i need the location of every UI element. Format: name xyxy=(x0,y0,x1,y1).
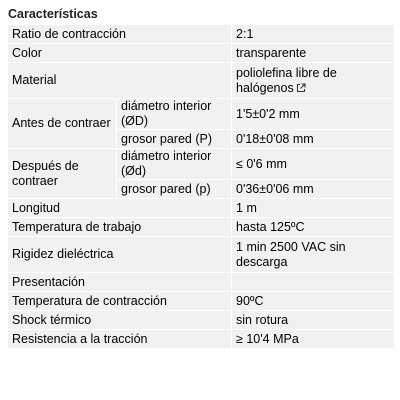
row-label-material: Material xyxy=(8,63,231,98)
row-label-rigidez: Rigidez dieléctrica xyxy=(8,237,231,272)
sub-value-antes-diametro: 1'5±0'2 mm xyxy=(232,99,394,129)
row-value-longitud: 1 m xyxy=(232,199,394,217)
section-title: Características xyxy=(8,7,98,21)
characteristics-table xyxy=(7,24,395,349)
row-label-longitud: Longitud xyxy=(8,199,231,217)
row-label-presentacion: Presentación xyxy=(8,273,231,291)
row-value-temp-contraccion: 90ºC xyxy=(232,292,394,310)
row-value-ratio: 2:1 xyxy=(232,25,394,43)
table-row xyxy=(8,330,394,348)
row-value-shock: sin rotura xyxy=(232,311,394,329)
sub-label-despues-grosor: grosor pared (p) xyxy=(117,180,231,198)
row-value-temp-trabajo: hasta 125ºC xyxy=(232,218,394,236)
row-value-traccion: ≥ 10'4 MPa xyxy=(232,330,394,348)
row-label-color: Color xyxy=(8,44,231,62)
table-row xyxy=(8,218,394,236)
row-value-color: transparente xyxy=(232,44,394,62)
sub-value-despues-diametro: ≤ 0'6 mm xyxy=(232,149,394,179)
table-row xyxy=(8,25,394,43)
table-row xyxy=(8,44,394,62)
table-row xyxy=(8,99,394,129)
row-value-presentacion xyxy=(232,273,394,291)
row-value-rigidez: 1 min 2500 VAC sin descarga xyxy=(232,237,394,272)
table-row xyxy=(8,311,394,329)
row-label-temp-trabajo: Temperatura de trabajo xyxy=(8,218,231,236)
characteristics-panel xyxy=(7,4,393,349)
material-value-text[interactable]: poliolefina libre de halógenos xyxy=(236,65,337,95)
sub-label-antes-diametro: diámetro interior (ØD) xyxy=(117,99,231,129)
sub-label-antes-grosor: grosor pared (P) xyxy=(117,130,231,148)
sub-value-antes-grosor: 0'18±0'08 mm xyxy=(232,130,394,148)
table-row xyxy=(8,292,394,310)
row-value-material xyxy=(232,63,394,98)
table-row xyxy=(8,237,394,272)
sub-label-despues-diametro: diámetro interior (Ød) xyxy=(117,149,231,179)
table-row xyxy=(8,273,394,291)
external-link-icon[interactable] xyxy=(296,82,306,92)
table-row xyxy=(8,199,394,217)
row-label-shock: Shock térmico xyxy=(8,311,231,329)
table-row xyxy=(8,63,394,98)
row-label-ratio: Ratio de contracción xyxy=(8,25,231,43)
sub-value-despues-grosor: 0'36±0'06 mm xyxy=(232,180,394,198)
table-row xyxy=(8,149,394,179)
row-label-antes: Antes de contraer xyxy=(8,99,116,148)
row-label-despues: Después de contraer xyxy=(8,149,116,198)
row-label-traccion: Resistencia a la tracción xyxy=(8,330,231,348)
row-label-temp-contraccion: Temperatura de contracción xyxy=(8,292,231,310)
